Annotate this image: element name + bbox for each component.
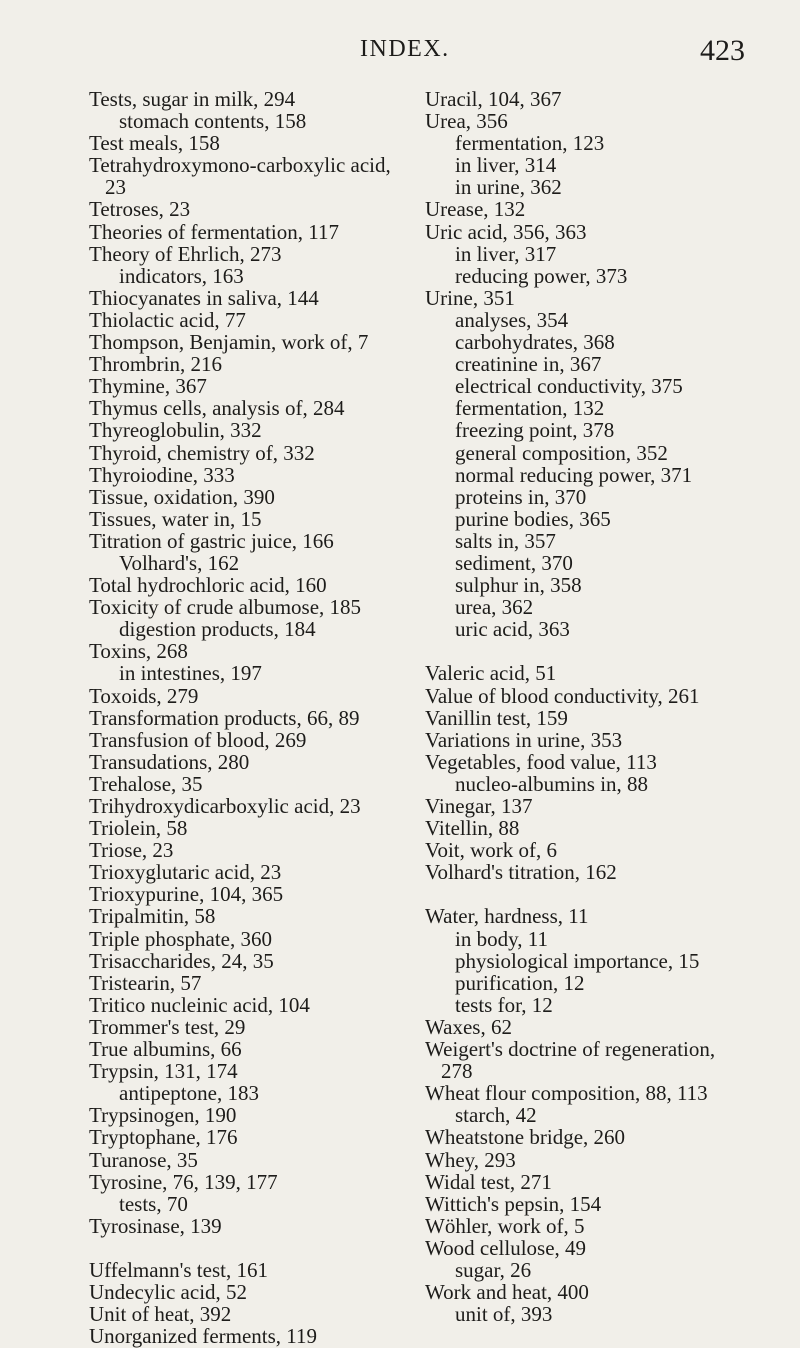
section-gap xyxy=(89,1237,409,1259)
index-subentry: antipeptone, 183 xyxy=(119,1081,259,1106)
index-entry: Thompson, Benjamin, work of, 7 xyxy=(89,330,369,355)
index-entry: Variations in urine, 353 xyxy=(425,727,623,752)
index-entry: Vitellin, 88 xyxy=(425,816,520,841)
index-subentry: tests, 70 xyxy=(119,1191,188,1216)
index-subentry: stomach contents, 158 xyxy=(119,109,307,134)
index-entry: Total hydrochloric acid, 160 xyxy=(89,573,327,598)
index-subentry: uric acid, 363 xyxy=(455,617,570,642)
index-subentry: sediment, 370 xyxy=(455,550,573,575)
index-entry-continuation: 278 xyxy=(441,1059,473,1084)
page-number: 423 xyxy=(700,34,745,67)
page-header-title: INDEX. xyxy=(360,36,450,62)
index-entry: Transfusion of blood, 269 xyxy=(89,727,307,752)
index-entry: Undecylic acid, 52 xyxy=(89,1280,248,1305)
index-entry: Uffelmann's test, 161 xyxy=(89,1257,268,1282)
index-entry: Tristearin, 57 xyxy=(89,970,202,995)
index-subentry: creatinine in, 367 xyxy=(455,352,602,377)
index-entry: Toxicity of crude albumose, 185 xyxy=(89,595,362,620)
index-entry: Trypsin, 131, 174 xyxy=(89,1059,238,1084)
index-entry: Thymus cells, analysis of, 284 xyxy=(89,396,345,421)
index-entry: Uric acid, 356, 363 xyxy=(425,219,587,244)
index-entry: Triose, 23 xyxy=(89,838,174,863)
index-entry: Thrombrin, 216 xyxy=(89,352,222,377)
index-entry: Trioxypurine, 104, 365 xyxy=(89,882,284,907)
index-subentry: unit of, 393 xyxy=(455,1302,553,1327)
index-entry: Theory of Ehrlich, 273 xyxy=(89,241,282,266)
index-entry: Wheatstone bridge, 260 xyxy=(425,1125,626,1150)
index-entry: Turanose, 35 xyxy=(89,1147,198,1172)
index-entry: Urea, 356 xyxy=(425,109,508,134)
index-entry: Trommer's test, 29 xyxy=(89,1014,246,1039)
index-entry: Wood cellulose, 49 xyxy=(425,1235,587,1260)
index-subentry: Volhard's, 162 xyxy=(119,550,240,575)
index-entry: Triolein, 58 xyxy=(89,816,188,841)
index-entry: Transformation products, 66, 89 xyxy=(89,705,360,730)
index-entry: Transudations, 280 xyxy=(89,749,250,774)
index-entry: Tissue, oxidation, 390 xyxy=(89,484,275,509)
index-entry: Thymine, 367 xyxy=(89,374,207,399)
index-subentry: purine bodies, 365 xyxy=(455,506,611,531)
index-entry: Wheat flour composition, 88, 113 xyxy=(425,1081,708,1106)
index-entry: Tritico nucleinic acid, 104 xyxy=(89,992,310,1017)
index-entry: Valeric acid, 51 xyxy=(425,661,557,686)
index-subentry: in liver, 317 xyxy=(455,241,557,266)
index-subentry: in body, 11 xyxy=(455,926,548,951)
index-entry: True albumins, 66 xyxy=(89,1037,242,1062)
index-entry: Thyroid, chemistry of, 332 xyxy=(89,440,315,465)
index-subentry: salts in, 357 xyxy=(455,528,556,553)
index-subentry: urea, 362 xyxy=(455,595,534,620)
index-entry: Urease, 132 xyxy=(425,197,526,222)
index-entry: Vegetables, food value, 113 xyxy=(425,749,657,774)
index-entry: Tissues, water in, 15 xyxy=(89,506,262,531)
index-subentry: starch, 42 xyxy=(455,1103,537,1128)
index-subentry: indicators, 163 xyxy=(119,263,244,288)
index-subentry: freezing point, 378 xyxy=(455,418,615,443)
index-entry: Widal test, 271 xyxy=(425,1169,552,1194)
index-entry: Tests, sugar in milk, 294 xyxy=(89,87,296,111)
index-subentry: fermentation, 123 xyxy=(455,131,605,156)
index-entry: Thiocyanates in saliva, 144 xyxy=(89,285,319,310)
index-subentry: fermentation, 132 xyxy=(455,396,605,421)
index-subentry: nucleo-albumins in, 88 xyxy=(455,771,649,796)
index-entry: Tyrosine, 76, 139, 177 xyxy=(89,1169,278,1194)
index-column-left xyxy=(89,88,409,1347)
index-entry-continuation: 23 xyxy=(105,175,126,200)
index-subentry: digestion products, 184 xyxy=(119,617,316,642)
index-subentry: sugar, 26 xyxy=(455,1257,532,1282)
index-entry: Unorganized ferments, 119 xyxy=(89,1324,318,1348)
index-subentry: proteins in, 370 xyxy=(455,484,587,509)
index-subentry: normal reducing power, 371 xyxy=(455,462,693,487)
index-entry: Test meals, 158 xyxy=(89,131,220,156)
index-entry: Vanillin test, 159 xyxy=(425,705,568,730)
index-entry: Vinegar, 137 xyxy=(425,794,533,818)
index-entry: Theories of fermentation, 117 xyxy=(89,219,339,244)
index-subentry: carbohydrates, 368 xyxy=(455,330,615,355)
section-gap xyxy=(425,883,755,905)
index-entry: Thyroiodine, 333 xyxy=(89,462,235,487)
index-entry: Toxoids, 279 xyxy=(89,683,199,708)
index-entry: Waxes, 62 xyxy=(425,1014,512,1039)
index-entry: Voit, work of, 6 xyxy=(425,838,558,863)
index-entry: Whey, 293 xyxy=(425,1147,516,1172)
index-column-right xyxy=(425,88,755,1325)
index-entry: Volhard's titration, 162 xyxy=(425,860,617,885)
index-entry: Urine, 351 xyxy=(425,285,515,310)
index-entry: Titration of gastric juice, 166 xyxy=(89,528,334,553)
index-entry: Trisaccharides, 24, 35 xyxy=(89,948,274,973)
index-entry: Tetrahydroxymono-carboxylic acid, xyxy=(89,153,391,178)
index-subentry: in intestines, 197 xyxy=(119,661,262,686)
index-entry: Weigert's doctrine of regeneration, xyxy=(425,1037,716,1062)
index-entry: Unit of heat, 392 xyxy=(89,1302,232,1327)
index-entry: Thyreoglobulin, 332 xyxy=(89,418,262,443)
index-entry: Wöhler, work of, 5 xyxy=(425,1213,585,1238)
index-subentry: electrical conductivity, 375 xyxy=(455,374,683,399)
index-subentry: purification, 12 xyxy=(455,970,585,995)
index-entry: Value of blood conductivity, 261 xyxy=(425,683,700,708)
index-entry: Toxins, 268 xyxy=(89,639,188,664)
index-subentry: sulphur in, 358 xyxy=(455,573,582,598)
index-entry: Tyrosinase, 139 xyxy=(89,1213,222,1238)
index-subentry: in urine, 362 xyxy=(455,175,562,200)
index-entry: Trioxyglutaric acid, 23 xyxy=(89,860,282,885)
index-subentry: analyses, 354 xyxy=(455,307,569,332)
index-entry: Uracil, 104, 367 xyxy=(425,87,562,111)
index-entry: Water, hardness, 11 xyxy=(425,904,589,929)
index-entry: Trehalose, 35 xyxy=(89,771,203,796)
index-entry: Trypsinogen, 190 xyxy=(89,1103,237,1128)
index-subentry: tests for, 12 xyxy=(455,992,553,1017)
index-subentry: reducing power, 373 xyxy=(455,263,628,288)
index-entry: Wittich's pepsin, 154 xyxy=(425,1191,602,1216)
index-entry: Tryptophane, 176 xyxy=(89,1125,238,1150)
index-entry: Triple phosphate, 360 xyxy=(89,926,272,951)
index-entry: Trihydroxydicarboxylic acid, 23 xyxy=(89,794,361,818)
index-entry: Work and heat, 400 xyxy=(425,1280,589,1305)
index-subentry: in liver, 314 xyxy=(455,153,557,178)
section-gap xyxy=(425,640,755,662)
index-entry: Thiolactic acid, 77 xyxy=(89,307,246,332)
index-subentry: physiological importance, 15 xyxy=(455,948,700,973)
index-subentry: general composition, 352 xyxy=(455,440,668,465)
index-entry: Tetroses, 23 xyxy=(89,197,191,222)
index-entry: Tripalmitin, 58 xyxy=(89,904,216,929)
